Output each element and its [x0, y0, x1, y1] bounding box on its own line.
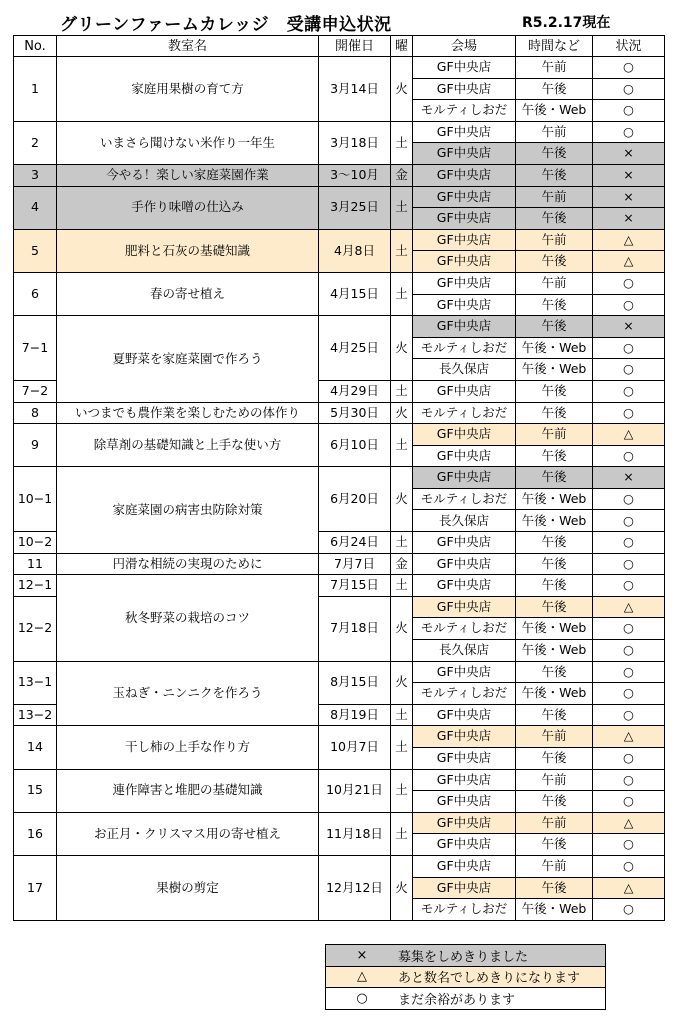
header-day: 曜	[391, 36, 413, 57]
venue: GF中央店	[413, 532, 516, 554]
venue: 長久保店	[413, 640, 516, 662]
status-mark: ○	[593, 899, 665, 921]
class-date: 7月7日	[319, 553, 391, 575]
header-status: 状況	[593, 36, 665, 57]
table-row	[14, 316, 665, 338]
time: 午後	[516, 208, 593, 230]
class-day: 火	[391, 316, 413, 381]
class-name: 手作り味噌の仕込み	[57, 186, 319, 229]
status-mark: △	[593, 726, 665, 748]
table-row	[14, 855, 665, 877]
venue: GF中央店	[413, 380, 516, 402]
venue: GF中央店	[413, 445, 516, 467]
class-no: 4	[14, 186, 57, 229]
class-date: 4月8日	[319, 229, 391, 272]
class-name: 家庭用果樹の育て方	[57, 57, 319, 122]
class-day: 火	[391, 855, 413, 920]
status-mark: ○	[593, 618, 665, 640]
venue: GF中央店	[413, 78, 516, 100]
status-mark: ×	[593, 186, 665, 208]
status-mark: ○	[593, 769, 665, 791]
time: 午前	[516, 424, 593, 446]
header-venue: 会場	[413, 36, 516, 57]
venue: GF中央店	[413, 834, 516, 856]
schedule-table	[13, 35, 665, 921]
time: 午前	[516, 186, 593, 208]
time: 午後・Web	[516, 899, 593, 921]
time: 午後・Web	[516, 359, 593, 381]
status-mark: ×	[593, 143, 665, 165]
time: 午後	[516, 877, 593, 899]
time: 午後・Web	[516, 510, 593, 532]
venue: GF中央店	[413, 661, 516, 683]
venue: GF中央店	[413, 251, 516, 273]
status-mark: ○	[593, 294, 665, 316]
class-day: 火	[391, 596, 413, 661]
header-row	[14, 36, 665, 57]
table-row	[14, 164, 665, 186]
status-mark: ○	[593, 575, 665, 597]
time: 午後	[516, 380, 593, 402]
time: 午後	[516, 704, 593, 726]
class-date: 10月7日	[319, 726, 391, 769]
time: 午前	[516, 855, 593, 877]
class-date: 12月12日	[319, 855, 391, 920]
class-no: 9	[14, 424, 57, 467]
status-mark: ×	[593, 208, 665, 230]
venue: モルティしおだ	[413, 618, 516, 640]
class-day: 土	[391, 704, 413, 726]
legend-symbol: △	[326, 966, 399, 988]
venue: GF中央店	[413, 553, 516, 575]
class-name: 夏野菜を家庭菜園で作ろう	[57, 316, 319, 402]
time: 午後・Web	[516, 337, 593, 359]
table-row	[14, 402, 665, 424]
venue: GF中央店	[413, 748, 516, 770]
class-name: 家庭菜園の病害虫防除対策	[57, 467, 319, 553]
time: 午後	[516, 445, 593, 467]
class-name: 果樹の剪定	[57, 855, 319, 920]
status-legend	[325, 944, 606, 1010]
venue: 長久保店	[413, 359, 516, 381]
status-mark: ○	[593, 121, 665, 143]
venue: GF中央店	[413, 424, 516, 446]
as-of-date: R5.2.17現在	[522, 15, 611, 31]
time: 午後	[516, 164, 593, 186]
venue: GF中央店	[413, 294, 516, 316]
class-no: 10−2	[14, 532, 57, 554]
status-mark: ○	[593, 661, 665, 683]
status-mark: △	[593, 812, 665, 834]
venue: GF中央店	[413, 208, 516, 230]
class-name: 秋冬野菜の栽培のコツ	[57, 575, 319, 661]
venue: GF中央店	[413, 704, 516, 726]
status-mark: ○	[593, 380, 665, 402]
venue: GF中央店	[413, 769, 516, 791]
time: 午後	[516, 78, 593, 100]
table-row	[14, 121, 665, 143]
status-mark: ○	[593, 272, 665, 294]
class-no: 13−2	[14, 704, 57, 726]
class-day: 土	[391, 229, 413, 272]
header-time: 時間など	[516, 36, 593, 57]
time: 午後	[516, 402, 593, 424]
page-title: グリーンファームカレッジ 受講申込状況	[60, 15, 392, 35]
class-date: 4月29日	[319, 380, 391, 402]
time: 午後・Web	[516, 683, 593, 705]
table-row	[14, 553, 665, 575]
status-mark: ○	[593, 78, 665, 100]
venue: モルティしおだ	[413, 100, 516, 122]
class-no: 1	[14, 57, 57, 122]
class-day: 土	[391, 121, 413, 164]
venue: GF中央店	[413, 229, 516, 251]
status-mark: ○	[593, 532, 665, 554]
class-day: 土	[391, 726, 413, 769]
time: 午後	[516, 532, 593, 554]
legend-item-available	[326, 988, 606, 1010]
time: 午前	[516, 229, 593, 251]
time: 午前	[516, 769, 593, 791]
status-mark: ×	[593, 164, 665, 186]
venue: GF中央店	[413, 596, 516, 618]
class-day: 土	[391, 424, 413, 467]
table-row	[14, 424, 665, 446]
class-no: 6	[14, 272, 57, 315]
class-day: 火	[391, 402, 413, 424]
time: 午前	[516, 812, 593, 834]
time: 午前	[516, 272, 593, 294]
class-no: 7−1	[14, 316, 57, 381]
status-mark: ○	[593, 791, 665, 813]
status-mark: ○	[593, 704, 665, 726]
time: 午後	[516, 661, 593, 683]
time: 午後	[516, 791, 593, 813]
class-date: 7月18日	[319, 596, 391, 661]
status-mark: ○	[593, 748, 665, 770]
time: 午後	[516, 553, 593, 575]
status-mark: ○	[593, 100, 665, 122]
venue: GF中央店	[413, 272, 516, 294]
legend-text: 募集をしめきりました	[398, 945, 606, 967]
class-date: 6月24日	[319, 532, 391, 554]
class-no: 8	[14, 402, 57, 424]
venue: GF中央店	[413, 164, 516, 186]
status-mark: ○	[593, 640, 665, 662]
class-no: 3	[14, 164, 57, 186]
class-day: 火	[391, 661, 413, 704]
class-name: 連作障害と堆肥の基礎知識	[57, 769, 319, 812]
class-name: 円滑な相続の実現のために	[57, 553, 319, 575]
venue: 長久保店	[413, 510, 516, 532]
time: 午前	[516, 57, 593, 79]
time: 午前	[516, 121, 593, 143]
time: 午後	[516, 834, 593, 856]
class-no: 15	[14, 769, 57, 812]
venue: GF中央店	[413, 575, 516, 597]
table-row	[14, 467, 665, 489]
status-mark: ○	[593, 834, 665, 856]
venue: モルティしおだ	[413, 488, 516, 510]
status-mark: △	[593, 229, 665, 251]
class-no: 11	[14, 553, 57, 575]
class-no: 14	[14, 726, 57, 769]
class-no: 5	[14, 229, 57, 272]
table-row	[14, 272, 665, 294]
status-mark: ○	[593, 683, 665, 705]
time: 午後	[516, 143, 593, 165]
class-day: 火	[391, 467, 413, 532]
status-mark: ○	[593, 57, 665, 79]
table-row	[14, 186, 665, 208]
table-row	[14, 575, 665, 597]
header-date: 開催日	[319, 36, 391, 57]
status-mark: ○	[593, 337, 665, 359]
time: 午後・Web	[516, 488, 593, 510]
status-mark: ○	[593, 445, 665, 467]
class-name: 除草剤の基礎知識と上手な使い方	[57, 424, 319, 467]
class-no: 2	[14, 121, 57, 164]
class-no: 10−1	[14, 467, 57, 532]
class-date: 10月21日	[319, 769, 391, 812]
class-no: 16	[14, 812, 57, 855]
table-row	[14, 57, 665, 79]
class-day: 土	[391, 812, 413, 855]
time: 午後	[516, 316, 593, 338]
time: 午後	[516, 748, 593, 770]
class-date: 5月30日	[319, 402, 391, 424]
class-date: 8月15日	[319, 661, 391, 704]
class-day: 土	[391, 380, 413, 402]
status-mark: △	[593, 424, 665, 446]
table-row	[14, 726, 665, 748]
time: 午前	[516, 726, 593, 748]
status-mark: ○	[593, 402, 665, 424]
legend-symbol: ×	[326, 945, 399, 967]
venue: GF中央店	[413, 121, 516, 143]
legend-item-few-left	[326, 966, 606, 988]
class-date: 8月19日	[319, 704, 391, 726]
class-day: 金	[391, 164, 413, 186]
class-no: 12−1	[14, 575, 57, 597]
class-name: 玉ねぎ・ニンニクを作ろう	[57, 661, 319, 726]
venue: モルティしおだ	[413, 899, 516, 921]
time: 午後	[516, 294, 593, 316]
class-date: 3～10月	[319, 164, 391, 186]
class-date: 11月18日	[319, 812, 391, 855]
class-day: 土	[391, 532, 413, 554]
header-no: No.	[14, 36, 57, 57]
class-day: 土	[391, 186, 413, 229]
class-name: お正月・クリスマス用の寄せ植え	[57, 812, 319, 855]
legend-text: あと数名でしめきりになります	[398, 966, 606, 988]
time: 午後	[516, 575, 593, 597]
class-date: 4月15日	[319, 272, 391, 315]
status-mark: ○	[593, 359, 665, 381]
venue: GF中央店	[413, 467, 516, 489]
table-row	[14, 661, 665, 683]
status-mark: ○	[593, 553, 665, 575]
venue: GF中央店	[413, 143, 516, 165]
legend-symbol: ○	[326, 988, 399, 1010]
class-name: いまさら聞けない米作り一年生	[57, 121, 319, 164]
venue: GF中央店	[413, 877, 516, 899]
class-name: 肥料と石灰の基礎知識	[57, 229, 319, 272]
class-name: 干し柿の上手な作り方	[57, 726, 319, 769]
table-row	[14, 769, 665, 791]
venue: GF中央店	[413, 316, 516, 338]
status-mark: ○	[593, 510, 665, 532]
class-date: 7月15日	[319, 575, 391, 597]
table-row	[14, 812, 665, 834]
venue: GF中央店	[413, 57, 516, 79]
class-name: いつまでも農作業を楽しむための体作り	[57, 402, 319, 424]
header-class-name: 教室名	[57, 36, 319, 57]
venue: GF中央店	[413, 186, 516, 208]
class-name: 今やる！楽しい家庭菜園作業	[57, 164, 319, 186]
time: 午後	[516, 467, 593, 489]
legend-item-closed	[326, 945, 606, 967]
class-no: 17	[14, 855, 57, 920]
venue: GF中央店	[413, 855, 516, 877]
class-day: 土	[391, 272, 413, 315]
class-day: 土	[391, 769, 413, 812]
status-mark: ○	[593, 855, 665, 877]
status-mark: △	[593, 251, 665, 273]
table-row	[14, 229, 665, 251]
venue: GF中央店	[413, 726, 516, 748]
status-mark: △	[593, 596, 665, 618]
time: 午後・Web	[516, 100, 593, 122]
class-date: 6月20日	[319, 467, 391, 532]
class-name: 春の寄せ植え	[57, 272, 319, 315]
class-date: 3月25日	[319, 186, 391, 229]
class-date: 3月18日	[319, 121, 391, 164]
class-no: 7−2	[14, 380, 57, 402]
venue: モルティしおだ	[413, 337, 516, 359]
venue: モルティしおだ	[413, 402, 516, 424]
class-day: 金	[391, 553, 413, 575]
class-date: 4月25日	[319, 316, 391, 381]
venue: GF中央店	[413, 791, 516, 813]
venue: モルティしおだ	[413, 683, 516, 705]
venue: GF中央店	[413, 812, 516, 834]
legend-text: まだ余裕があります	[398, 988, 606, 1010]
class-no: 13−1	[14, 661, 57, 704]
status-mark: ×	[593, 467, 665, 489]
time: 午後	[516, 596, 593, 618]
time: 午後・Web	[516, 618, 593, 640]
class-date: 6月10日	[319, 424, 391, 467]
class-day: 土	[391, 575, 413, 597]
class-day: 火	[391, 57, 413, 122]
class-no: 12−2	[14, 596, 57, 661]
status-mark: ×	[593, 316, 665, 338]
time: 午後・Web	[516, 640, 593, 662]
status-mark: ○	[593, 488, 665, 510]
time: 午後	[516, 251, 593, 273]
status-mark: △	[593, 877, 665, 899]
class-date: 3月14日	[319, 57, 391, 122]
